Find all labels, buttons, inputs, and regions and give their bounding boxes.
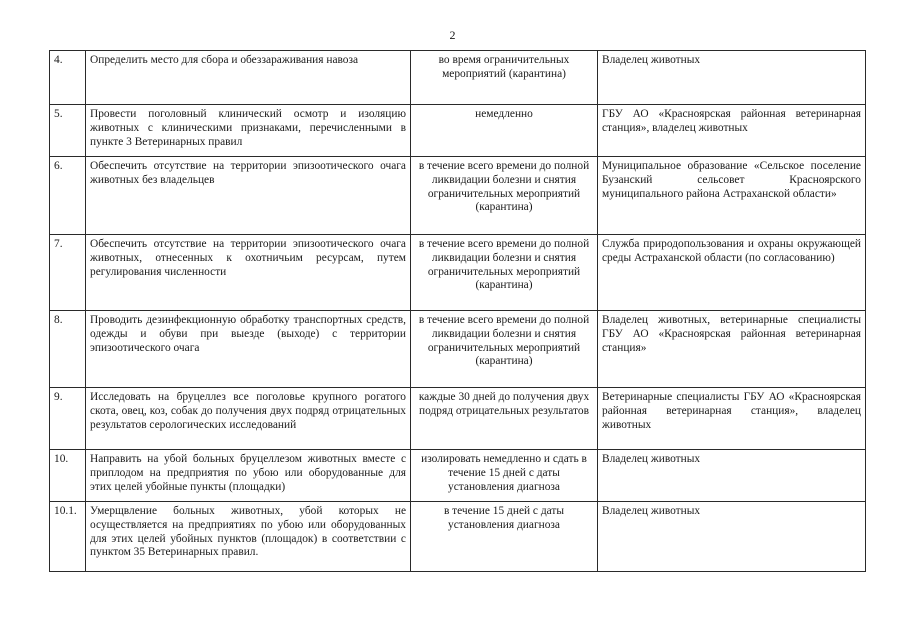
task-cell: Провести поголовный клинический осмотр и изоляцию животных с клиническими признаками, перечисленными в пункте 3 Ветеринарных правил [86,105,411,157]
responsible-cell: Служба природопользования и охраны окружающей среды Астраханской области (по согласованию) [598,235,866,311]
responsible-cell: Владелец животных [598,502,866,572]
task-cell: Умерщвление больных животных, убой которых не осуществляется на предприятиях по убою или оборудованных для этих целей убойных пунктов (площадок) в соответствии с пунктом 35 Ветеринарных правил. [86,502,411,572]
task-cell: Исследовать на бруцеллез все поголовье крупного рогатого скота, овец, коз, собак до получения двух подряд отрицательных результатов серологических исследований [86,388,411,450]
measures-table [49,50,866,572]
task-cell: Направить на убой больных бруцеллезом животных вместе с приплодом на предприятия по убою или оборудованные для этих целей убойные пункты (площадки) [86,450,411,502]
table-row [50,311,866,388]
table-row [50,388,866,450]
page-number: 2 [449,28,456,42]
term-cell: изолировать немедленно и сдать в течение 15 дней с даты установления диагноза [411,450,598,502]
term-cell: в течение 15 дней с даты установления диагноза [411,502,598,572]
term-cell: во время ограничительных мероприятий (карантина) [411,51,598,105]
task-cell: Проводить дезинфекционную обработку транспортных средств, одежды и обуви при выезде (выходе) с территории эпизоотического очага [86,311,411,388]
responsible-cell: Ветеринарные специалисты ГБУ АО «Красноярская районная ветеринарная станция», владелец животных [598,388,866,450]
term-cell: каждые 30 дней до получения двух подряд отрицательных результатов [411,388,598,450]
responsible-cell: Муниципальное образование «Сельское поселение Бузанский сельсовет Красноярского муниципального района Астраханской области» [598,157,866,235]
row-number: 9. [50,388,86,450]
row-number: 7. [50,235,86,311]
task-cell: Обеспечить отсутствие на территории эпизоотического очага животных, отнесенных к охотничьим ресурсам, путем регулирования численности [86,235,411,311]
row-number: 6. [50,157,86,235]
term-cell: немедленно [411,105,598,157]
responsible-cell: ГБУ АО «Красноярская районная ветеринарная станция», владелец животных [598,105,866,157]
term-cell: в течение всего времени до полной ликвидации болезни и снятия ограничительных мероприятий (карантина) [411,235,598,311]
row-number: 10.1. [50,502,86,572]
term-cell: в течение всего времени до полной ликвидации болезни и снятия ограничительных мероприятий (карантина) [411,157,598,235]
term-cell: в течение всего времени до полной ликвидации болезни и снятия ограничительных мероприятий (карантина) [411,311,598,388]
table-row [50,157,866,235]
table-row [50,450,866,502]
responsible-cell: Владелец животных [598,51,866,105]
table-row [50,51,866,105]
row-number: 8. [50,311,86,388]
row-number: 10. [50,450,86,502]
responsible-cell: Владелец животных, ветеринарные специалисты ГБУ АО «Красноярская районная ветеринарная станция» [598,311,866,388]
task-cell: Определить место для сбора и обеззараживания навоза [86,51,411,105]
task-cell: Обеспечить отсутствие на территории эпизоотического очага животных без владельцев [86,157,411,235]
row-number: 4. [50,51,86,105]
table-row [50,502,866,572]
row-number: 5. [50,105,86,157]
responsible-cell: Владелец животных [598,450,866,502]
table-row [50,105,866,157]
table-row [50,235,866,311]
